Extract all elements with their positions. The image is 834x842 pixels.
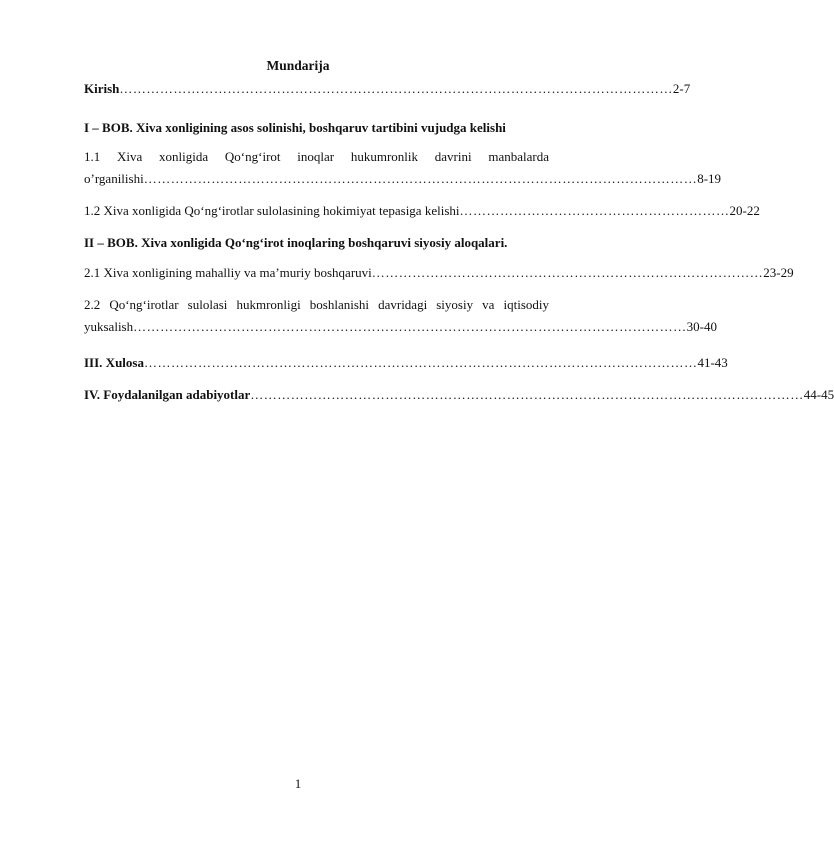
toc-entry-line1: 1.1 Xiva xonligida Qo‘ng‘irot inoqlar hukumronlik davrini manbalarda <box>84 149 549 164</box>
leader-dots: …………………………………………………………………………………………………………… <box>250 387 804 402</box>
toc-entry-kirish <box>84 78 691 100</box>
toc-entry-page: 41-43 <box>697 355 728 370</box>
page-number: 1 <box>294 776 302 791</box>
toc-entry-2-2 <box>84 294 717 338</box>
toc-chapter-2-heading <box>84 232 549 254</box>
toc-entry-label: Kirish <box>84 81 120 96</box>
toc-entry-label: yuksalish <box>84 319 134 334</box>
toc-entry-label: 2.1 Xiva xonligining mahalliy va ma’muriy boshqaruvi <box>84 265 372 280</box>
chapter-heading: II – BOB. Xiva xonligida Qo‘ng‘irot inoqlaring boshqaruvi siyosiy aloqalari. <box>84 235 508 250</box>
chapter-heading: I – BOB. Xiva xonligining asos solinishi, boshqaruv tartibini vujudga kelishi <box>84 120 506 135</box>
toc-entry-label: o’rganilishi <box>84 171 144 186</box>
leader-dots: …………………………………………………………………………… <box>371 265 764 280</box>
toc-entry-label: IV. Foydalanilgan adabiyotlar <box>84 387 251 402</box>
toc-entry-page: 2-7 <box>672 81 691 96</box>
toc-entry-xulosa <box>84 352 728 374</box>
toc-title: Mundarija <box>266 58 330 73</box>
toc-entry-page: 20-22 <box>729 203 760 218</box>
leader-dots: …………………………………………………………………………………………………………… <box>119 81 673 96</box>
leader-dots: …………………………………………………………………………………………………………… <box>133 319 687 334</box>
leader-dots: …………………………………………………………………………………………………………… <box>143 355 698 370</box>
toc-entry-page: 30-40 <box>686 319 717 334</box>
toc-chapter-1-heading <box>84 117 549 139</box>
toc-entry-2-1 <box>84 262 794 284</box>
toc-entry-label: III. Xulosa <box>84 355 144 370</box>
toc-entry-1-2 <box>84 200 760 222</box>
leader-dots: …………………………………………………………………………………………………………… <box>143 171 698 186</box>
toc-entry-line1: 2.2 Qo‘ng‘irotlar sulolasi hukmronligi boshlanishi davridagi siyosiy va iqtisodiy <box>84 297 549 312</box>
toc-entry-1-1 <box>84 146 722 190</box>
toc-entry-page: 44-45 <box>803 387 834 402</box>
toc-entry-adabiyotlar <box>84 384 834 406</box>
toc-entry-label: 1.2 Xiva xonligida Qo‘ng‘irotlar sulolasining hokimiyat tepasiga kelishi <box>84 203 460 218</box>
toc-entry-page: 8-19 <box>697 171 722 186</box>
toc-entry-page: 23-29 <box>763 265 794 280</box>
leader-dots: …………………………………………………… <box>459 203 730 218</box>
